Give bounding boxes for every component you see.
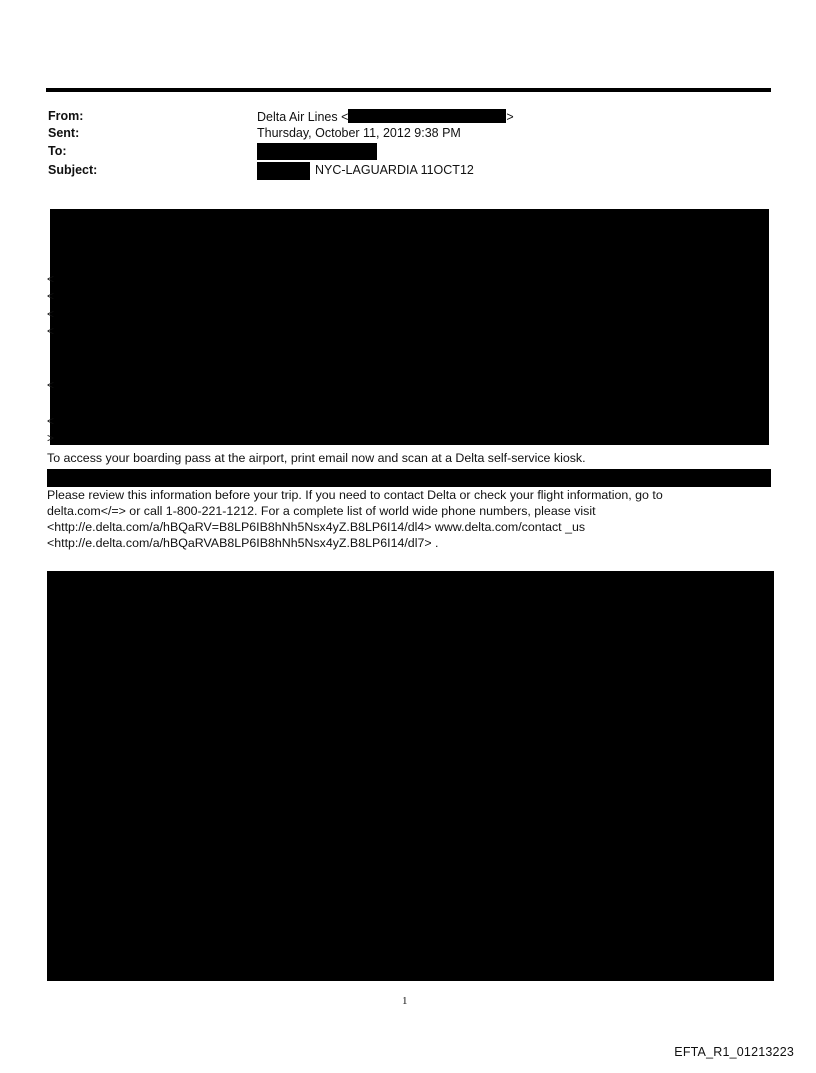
to-redaction: [257, 143, 377, 160]
review-line: delta.com</=> or call 1-800-221-1212. For a complete list of world wide phone numbers, please visit: [47, 504, 596, 518]
edge-mark: <: [47, 272, 55, 286]
boarding-pass-text: To access your boarding pass at the airport, print email now and scan at a Delta self-service kiosk.: [47, 451, 586, 465]
subject-label: Subject:: [48, 163, 98, 177]
subject-value: NYC-LAGUARDIA 11OCT12: [315, 163, 474, 177]
edge-mark: <: [47, 307, 55, 321]
to-label: To:: [48, 144, 67, 158]
sent-value: Thursday, October 11, 2012 9:38 PM: [257, 126, 461, 140]
edge-mark: >: [47, 431, 55, 445]
header-rule: [46, 88, 771, 92]
body-redaction-top: [50, 209, 769, 445]
from-value: [257, 109, 514, 124]
from-email-redaction: [348, 109, 506, 123]
from-prefix: Delta Air Lines <: [257, 110, 349, 124]
review-line: <http://e.delta.com/a/hBQaRVAB8LP6IB8hNh5Nsx4yZ.B8LP6I14/dl7> .: [47, 536, 439, 550]
bates-number: EFTA_R1_01213223: [674, 1045, 794, 1059]
from-label: From:: [48, 109, 84, 123]
body-redaction-bar: [47, 469, 771, 487]
page-number: 1: [402, 995, 408, 1007]
subject-redaction: [257, 162, 310, 180]
edge-mark: <: [47, 414, 55, 428]
sent-label: Sent:: [48, 126, 80, 140]
review-line: <http://e.delta.com/a/hBQaRV=B8LP6IB8hNh5Nsx4yZ.B8LP6I14/dl4> www.delta.com/contact _us: [47, 520, 586, 534]
edge-mark: <: [47, 324, 55, 338]
from-suffix: >: [506, 110, 514, 124]
body-redaction-large: [47, 571, 774, 981]
edge-mark: <: [47, 289, 55, 303]
edge-mark: <: [47, 378, 55, 392]
review-line: Please review this information before your trip. If you need to contact Delta or check your flight information, go to: [47, 488, 663, 502]
